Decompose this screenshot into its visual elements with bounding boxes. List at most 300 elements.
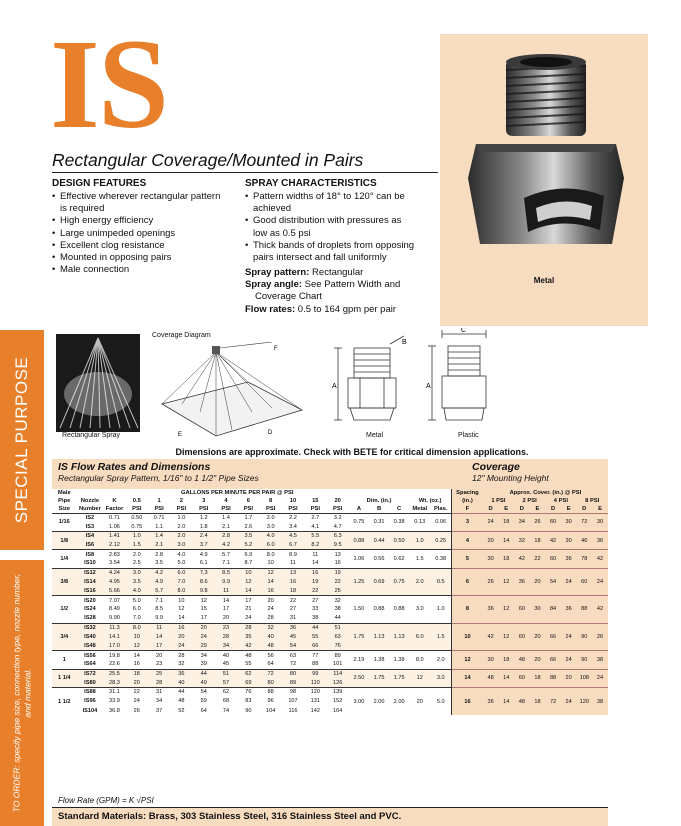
coverage-cell: 36 <box>561 596 577 624</box>
flow-value-cell: 8.5 <box>215 568 237 577</box>
coverage-cell: 14 <box>498 531 514 549</box>
coverage-cell: 38 <box>592 688 608 716</box>
coverage-cell: 12 <box>498 596 514 624</box>
coverage-cell: 60 <box>545 513 561 531</box>
flow-value-cell: 28 <box>260 614 282 623</box>
flow-value-cell: 23 <box>148 660 170 669</box>
spacing-cell: 5 <box>452 550 483 568</box>
flow-value-cell: 2.8 <box>215 531 237 540</box>
flow-value-cell: 8.6 <box>193 577 215 586</box>
flow-value-cell: 1.0 <box>126 531 148 540</box>
flow-value-cell: 4.2 <box>148 568 170 577</box>
flow-value-cell: 28 <box>148 678 170 687</box>
table-row <box>52 513 608 522</box>
dimension-cell: 0.88 <box>389 596 409 624</box>
flow-value-cell: 116 <box>282 706 304 715</box>
k-factor-cell: 8.49 <box>103 605 125 614</box>
flow-value-cell: 11 <box>304 550 326 559</box>
coverage-cell: 26 <box>592 623 608 651</box>
flow-value-cell: 10 <box>260 559 282 568</box>
coverage-cell: 48 <box>483 669 499 687</box>
coverage-cell: 66 <box>545 623 561 651</box>
flow-value-cell: 126 <box>326 678 348 687</box>
coverage-cell: 24 <box>561 623 577 651</box>
pipe-size-cell: 3/8 <box>52 568 77 596</box>
coverage-cell: 38 <box>592 651 608 669</box>
col-pipe-header: Pipe <box>58 498 71 504</box>
flow-value-cell: 6.1 <box>193 559 215 568</box>
col-size-header: Size <box>58 505 71 512</box>
flow-value-cell: 32 <box>170 660 192 669</box>
table-header-row <box>52 505 608 513</box>
flow-table-title: IS Flow Rates and Dimensions <box>58 461 211 473</box>
dimension-cell: 0.56 <box>369 550 389 568</box>
flow-value-cell: 90 <box>237 706 259 715</box>
table-cell <box>349 489 452 497</box>
flow-value-cell: 0.71 <box>148 513 170 522</box>
flow-value-cell: 24 <box>237 614 259 623</box>
dimension-cell: 1.75 <box>389 669 409 687</box>
flow-value-cell: 9.9 <box>148 614 170 623</box>
coverage-cell: 30 <box>483 651 499 669</box>
cov-d-header: D <box>483 505 499 513</box>
dim-letter-b: B <box>402 339 407 346</box>
dim-header: Dim. (in.) <box>366 498 392 504</box>
dimension-cell: 1.13 <box>389 623 409 651</box>
flow-value-cell: 21 <box>237 605 259 614</box>
spacing-cell: 3 <box>452 513 483 531</box>
table-row <box>52 550 608 559</box>
dimension-cell: 1.50 <box>349 596 369 624</box>
coverage-cell: 32 <box>514 531 530 549</box>
flow-value-cell: 2.0 <box>170 522 192 531</box>
flow-value-cell: 2.0 <box>260 513 282 522</box>
weight-cell: 6.0 <box>409 623 430 651</box>
flow-value-cell: 6.3 <box>326 531 348 540</box>
flow-value-cell: 2.6 <box>237 522 259 531</box>
dimension-cell: 0.38 <box>389 513 409 531</box>
flow-value-cell: 8.2 <box>304 541 326 550</box>
spray-angle-line <box>245 279 445 291</box>
flow-value-cell: 1.8 <box>193 522 215 531</box>
spray-angle-value: See Pattern Width and <box>304 279 401 291</box>
flow-value-cell: 16 <box>282 577 304 586</box>
table-row <box>52 669 608 678</box>
flow-table-title-box <box>52 459 466 489</box>
nozzle-number-cell: IS48 <box>77 642 104 651</box>
flow-value-cell: 12 <box>193 596 215 605</box>
flow-value-cell: 152 <box>326 697 348 706</box>
k-factor-cell: 22.6 <box>103 660 125 669</box>
flow-value-cell: 25 <box>148 669 170 678</box>
psi-col-header: 4 <box>224 498 228 504</box>
cov-psi-header: 4 PSI <box>545 497 576 505</box>
rectangular-spray-caption: Rectangular Spray <box>62 432 120 439</box>
cov-psi-header: 2 PSI <box>514 497 545 505</box>
psi-unit: PSI <box>132 505 142 512</box>
flow-value-cell: 8.7 <box>237 559 259 568</box>
flow-value-cell: 3.4 <box>282 522 304 531</box>
flow-value-cell: 1.5 <box>126 541 148 550</box>
flow-value-cell: 11 <box>148 623 170 632</box>
pipe-size-cell: 1 1/2 <box>52 688 77 716</box>
flow-value-cell: 56 <box>260 651 282 660</box>
flow-value-cell: 74 <box>215 706 237 715</box>
spray-item: • Pattern widths of 18° to 120° can be <box>245 191 440 203</box>
side-band-top <box>0 330 44 550</box>
psi-col-header: 6 <box>246 498 250 504</box>
flow-value-cell: 12 <box>237 577 259 586</box>
photo-caption: Metal <box>533 276 555 285</box>
flow-value-cell: 4.0 <box>170 550 192 559</box>
flow-value-cell: 0.50 <box>126 513 148 522</box>
coverage-cell: 36 <box>561 550 577 568</box>
psi-unit: PSI <box>266 505 276 512</box>
pipe-size-cell: 1 <box>52 651 77 669</box>
flow-value-cell: 98 <box>282 688 304 697</box>
spacing-cell: 16 <box>452 688 483 716</box>
pipe-size-cell: 1 1/4 <box>52 669 77 687</box>
metal-dimension-drawing <box>324 334 410 434</box>
coverage-cell: 20 <box>530 651 546 669</box>
nozzle-number-cell: IS16 <box>77 587 104 596</box>
coverage-cell: 60 <box>514 623 530 651</box>
pipe-size-cell: 1/4 <box>52 550 77 568</box>
flow-rates-value: 0.5 to 164 gpm per pair <box>297 303 397 315</box>
dim-letter-f: F <box>274 346 278 352</box>
flow-value-cell: 14 <box>260 577 282 586</box>
dimension-cell: 1.25 <box>349 568 369 596</box>
k-factor-cell: 1.41 <box>103 531 125 540</box>
flow-value-cell: 57 <box>215 678 237 687</box>
coverage-cell: 12 <box>498 623 514 651</box>
table-cell <box>103 489 125 497</box>
dimension-cell: 0.44 <box>369 531 389 549</box>
coverage-cell: 30 <box>483 550 499 568</box>
flow-value-cell: 2.4 <box>193 531 215 540</box>
flow-value-cell: 31 <box>148 688 170 697</box>
col-nozzle-header: Nozzle <box>80 498 100 504</box>
flow-value-cell: 12 <box>260 568 282 577</box>
flow-value-cell: 2.0 <box>170 531 192 540</box>
flow-value-cell: 7.3 <box>193 568 215 577</box>
flow-value-cell: 3.2 <box>326 513 348 522</box>
flow-value-cell: 17 <box>193 614 215 623</box>
psi-unit: PSI <box>176 505 187 512</box>
cov-e-header: E <box>561 505 577 513</box>
flow-value-cell: 14 <box>170 614 192 623</box>
flow-value-cell: 14 <box>237 587 259 596</box>
subtitle-rule <box>52 172 438 173</box>
flow-value-cell: 10 <box>170 596 192 605</box>
cov-psi-header: 8 PSI <box>576 497 608 505</box>
weight-cell: 3.0 <box>409 596 430 624</box>
flow-rates-line <box>245 304 445 316</box>
coverage-cell: 26 <box>530 513 546 531</box>
flow-value-cell: 1.0 <box>170 513 192 522</box>
flow-value-cell: 17 <box>215 605 237 614</box>
coverage-cell: 34 <box>514 513 530 531</box>
flow-value-cell: 11 <box>282 559 304 568</box>
weight-cell: 20 <box>409 688 430 716</box>
psi-col-header: 15 <box>312 498 319 504</box>
k-factor-cell: 17.0 <box>103 642 125 651</box>
nozzle-number-cell: IS2 <box>77 513 104 522</box>
flow-value-cell: 22 <box>282 596 304 605</box>
wt-col-header: Plas. <box>433 505 448 512</box>
nozzle-number-cell: IS88 <box>77 688 104 697</box>
k-factor-cell: 1.06 <box>103 522 125 531</box>
flow-value-cell: 38 <box>326 605 348 614</box>
k-factor-cell: 3.54 <box>103 559 125 568</box>
spacing-cell: 12 <box>452 651 483 669</box>
nozzle-number-cell: IS8 <box>77 550 104 559</box>
flow-value-cell: 10 <box>126 632 148 641</box>
flow-value-cell: 4.1 <box>304 522 326 531</box>
spray-pattern-label: Spray pattern: <box>245 267 310 278</box>
flow-value-cell: 51 <box>326 623 348 632</box>
thread-section <box>506 54 586 136</box>
nozzle-number-cell: IS4 <box>77 531 104 540</box>
coverage-cell: 90 <box>576 651 592 669</box>
dimension-cell: 1.75 <box>349 623 369 651</box>
flow-value-cell: 45 <box>215 660 237 669</box>
flow-value-cell: 12 <box>170 605 192 614</box>
flow-value-cell: 32 <box>260 623 282 632</box>
table-row <box>52 568 608 577</box>
flow-value-cell: 29 <box>193 642 215 651</box>
psi-col-header: 1 <box>157 498 161 504</box>
coverage-cell: 20 <box>530 568 546 596</box>
flow-value-cell: 2.7 <box>304 513 326 522</box>
flow-value-cell: 12 <box>126 642 148 651</box>
spray-characteristics-list <box>245 191 440 264</box>
weight-cell: 5.0 <box>430 688 451 716</box>
nozzle-number-cell: IS64 <box>77 660 104 669</box>
weight-cell: 0.5 <box>430 568 451 596</box>
col-number-header: Number <box>78 505 101 512</box>
flow-value-cell: 24 <box>260 605 282 614</box>
flow-value-cell: 5.0 <box>126 596 148 605</box>
psi-unit: PSI <box>288 505 298 512</box>
coverage-cell: 20 <box>483 531 499 549</box>
flow-value-cell: 7.0 <box>170 577 192 586</box>
coverage-cell: 12 <box>498 568 514 596</box>
spray-pattern-line <box>245 267 445 279</box>
flow-value-cell: 4.5 <box>282 531 304 540</box>
flow-value-cell: 34 <box>215 642 237 651</box>
flow-value-cell: 8.0 <box>170 587 192 596</box>
nozzle-number-cell: IS40 <box>77 632 104 641</box>
dimension-cell: 2.50 <box>349 669 369 687</box>
dimension-cell: 0.75 <box>389 568 409 596</box>
flow-value-cell: 142 <box>304 706 326 715</box>
dim-letter-c: C <box>461 328 467 334</box>
psi-col-header: 0.5 <box>132 498 141 504</box>
coverage-cell: 120 <box>576 688 592 716</box>
flow-value-cell: 40 <box>215 651 237 660</box>
dimension-cell: 1.13 <box>369 623 389 651</box>
flow-value-cell: 24 <box>126 697 148 706</box>
k-factor-cell: 9.90 <box>103 614 125 623</box>
k-factor-cell: 0.71 <box>103 513 125 522</box>
cov-e-header: E <box>530 505 546 513</box>
dimensions-note: Dimensions are approximate. Check with BETE for critical dimension applications. <box>175 447 529 457</box>
flow-value-cell: 139 <box>326 688 348 697</box>
flow-value-cell: 20 <box>215 614 237 623</box>
weight-cell: 1.5 <box>430 623 451 651</box>
flow-value-cell: 16 <box>126 660 148 669</box>
nozzle-number-cell: IS96 <box>77 697 104 706</box>
coverage-cell: 22 <box>530 550 546 568</box>
flow-value-cell: 104 <box>260 706 282 715</box>
flow-value-cell: 2.1 <box>148 541 170 550</box>
flow-value-cell: 27 <box>282 605 304 614</box>
flow-value-cell: 9.5 <box>326 541 348 550</box>
flow-value-cell: 110 <box>304 678 326 687</box>
coverage-cell: 90 <box>576 623 592 651</box>
flow-value-cell: 2.5 <box>126 559 148 568</box>
dim-letter-a: A <box>332 383 337 390</box>
coverage-cell: 108 <box>576 669 592 687</box>
flow-value-cell: 55 <box>237 660 259 669</box>
flow-value-cell: 89 <box>282 678 304 687</box>
dimension-cell: 1.75 <box>369 669 389 687</box>
gpm-header: GALLONS PER MINUTE PER PAIR @ PSI <box>181 490 294 496</box>
flow-value-cell: 44 <box>170 688 192 697</box>
flow-value-cell: 34 <box>193 651 215 660</box>
dim-col-header: A <box>356 505 362 512</box>
flow-value-cell: 1.1 <box>148 522 170 531</box>
coverage-cell: 18 <box>530 669 546 687</box>
dimension-cell: 0.75 <box>349 513 369 531</box>
flow-value-cell: 3.0 <box>170 541 192 550</box>
spacing-cell: 8 <box>452 596 483 624</box>
coverage-cell: 18 <box>530 688 546 716</box>
weight-cell: 1.0 <box>430 596 451 624</box>
flow-value-cell: 20 <box>260 596 282 605</box>
nozzle-number-cell: IS6 <box>77 541 104 550</box>
nozzle-number-cell: IS56 <box>77 651 104 660</box>
table-row <box>52 623 608 632</box>
design-feature-item: • Effective wherever rectangular pattern <box>52 191 242 203</box>
dimension-cell: 1.38 <box>389 651 409 669</box>
flow-value-cell: 14 <box>126 651 148 660</box>
weight-cell: 1.5 <box>409 550 430 568</box>
spacing-cell: 14 <box>452 669 483 687</box>
flow-value-cell: 3.5 <box>148 559 170 568</box>
flow-value-cell: 51 <box>215 669 237 678</box>
approx-coverage-header: Approx. Cover. (in.) @ PSI <box>483 489 608 497</box>
flow-value-cell: 62 <box>237 669 259 678</box>
cov-e-header: E <box>592 505 608 513</box>
weight-cell: 2.0 <box>430 651 451 669</box>
flow-value-cell: 22 <box>326 577 348 586</box>
flow-value-cell: 16 <box>304 568 326 577</box>
cov-d-header: D <box>514 505 530 513</box>
cov-psi-header: 1 PSI <box>483 497 514 505</box>
spray-item: pairs intersect and fall uniformly <box>253 252 387 264</box>
flow-value-cell: 13 <box>326 550 348 559</box>
design-feature-item: is required <box>60 203 105 215</box>
flow-value-cell: 72 <box>282 660 304 669</box>
nozzle-number-cell: IS12 <box>77 568 104 577</box>
flow-value-cell: 101 <box>326 660 348 669</box>
spray-angle-line-2: Coverage Chart <box>255 291 323 303</box>
design-feature-item: • High energy efficiency <box>52 215 242 227</box>
flow-value-cell: 52 <box>170 706 192 715</box>
flow-value-cell: 14 <box>304 559 326 568</box>
flow-value-cell: 44 <box>193 669 215 678</box>
flow-value-cell: 36 <box>282 623 304 632</box>
flow-value-cell: 27 <box>304 596 326 605</box>
flow-value-cell: 64 <box>193 706 215 715</box>
flow-value-cell: 54 <box>193 688 215 697</box>
design-feature-item: • Large unimpeded openings <box>52 228 242 240</box>
psi-col-header: 8 <box>269 498 273 504</box>
flow-value-cell: 2.8 <box>148 550 170 559</box>
dimension-cell: 3.00 <box>349 688 369 716</box>
flow-value-cell: 7.1 <box>148 596 170 605</box>
flow-value-cell: 25 <box>326 587 348 596</box>
psi-unit: PSI <box>333 505 343 512</box>
coverage-cell: 60 <box>576 568 592 596</box>
coverage-cell: 48 <box>514 688 530 716</box>
coverage-cell: 24 <box>483 513 499 531</box>
flow-value-cell: 1.7 <box>237 513 259 522</box>
design-feature-item: • Male connection <box>52 264 242 276</box>
flow-value-cell: 68 <box>215 697 237 706</box>
flow-value-cell: 5.5 <box>304 531 326 540</box>
coverage-cell: 24 <box>561 568 577 596</box>
flow-value-cell: 76 <box>326 642 348 651</box>
pipe-size-cell: 1/16 <box>52 513 77 531</box>
dimension-cell: 1.38 <box>369 651 389 669</box>
flow-value-cell: 18 <box>282 587 304 596</box>
coverage-cell: 46 <box>576 531 592 549</box>
design-features-heading: DESIGN FEATURES <box>52 178 147 189</box>
flow-value-cell: 28 <box>170 651 192 660</box>
flow-value-cell: 1.4 <box>215 513 237 522</box>
weight-cell: 0.25 <box>430 531 451 549</box>
k-factor-cell: 33.9 <box>103 697 125 706</box>
flow-value-cell: 15 <box>193 605 215 614</box>
flow-value-cell: 6.7 <box>282 541 304 550</box>
flow-value-cell: 37 <box>148 706 170 715</box>
coverage-cell: 30 <box>561 531 577 549</box>
flow-value-cell: 6.0 <box>170 568 192 577</box>
flow-value-cell: 0.75 <box>126 522 148 531</box>
flow-value-cell: 96 <box>260 697 282 706</box>
coverage-cell: 18 <box>498 550 514 568</box>
flow-value-cell: 99 <box>304 669 326 678</box>
spray-item: • Good distribution with pressures as <box>245 215 440 227</box>
dimension-cell: 0.88 <box>349 531 369 549</box>
spray-item: • Thick bands of droplets from opposing <box>245 240 440 252</box>
flow-value-cell: 44 <box>304 623 326 632</box>
side-band-bottom <box>0 560 44 826</box>
flow-value-cell: 19 <box>304 577 326 586</box>
coverage-cell: 18 <box>530 531 546 549</box>
coverage-title-box <box>466 459 608 489</box>
flow-rates-label: Flow rates: <box>245 303 296 315</box>
coverage-cell: 66 <box>545 651 561 669</box>
coverage-cell: 14 <box>498 669 514 687</box>
coverage-cell: 60 <box>545 550 561 568</box>
spacing-cell: 4 <box>452 531 483 549</box>
flow-value-cell: 80 <box>282 669 304 678</box>
dimension-cell: 0.69 <box>369 568 389 596</box>
